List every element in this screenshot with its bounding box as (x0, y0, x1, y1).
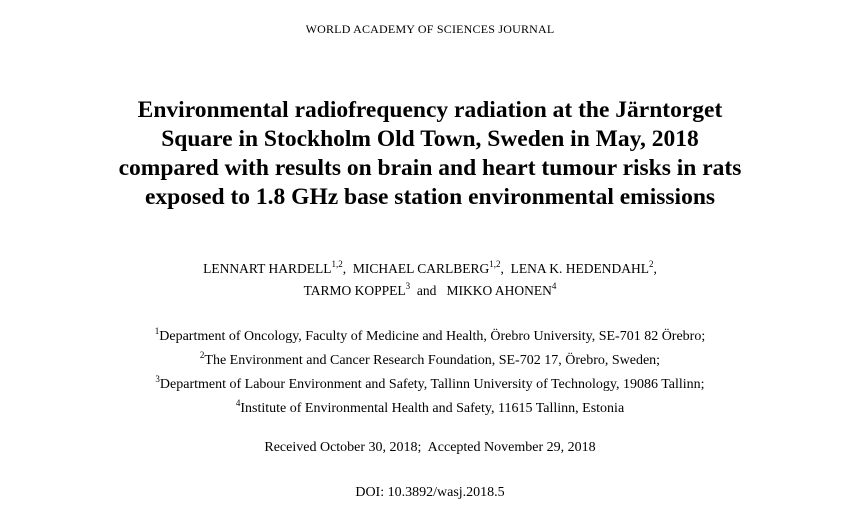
affiliation (0, 325, 860, 349)
affiliation-marker: 1 (154, 326, 160, 336)
author (304, 283, 437, 298)
author-separator: and (416, 283, 437, 298)
author-separator: , (342, 261, 347, 276)
affiliation (0, 397, 860, 421)
author-affiliation-marker: 1,2 (489, 259, 501, 269)
author (203, 261, 346, 276)
author-affiliation-marker: 2 (648, 259, 654, 269)
affiliation-text: Department of Labour Environment and Safety, Tallinn University of Technology, 19086 Tallinn; (159, 377, 705, 392)
author-affiliation-marker: 1,2 (331, 259, 343, 269)
author-separator: , (500, 261, 504, 276)
author-name: TARMO KOPPEL (303, 283, 406, 298)
affiliation-marker: 4 (235, 398, 241, 408)
title-line: compared with results on brain and heart tumour risks in rats (118, 155, 742, 181)
author-name: MIKKO AHONEN (446, 283, 552, 298)
author-name: LENA K. HEDENDAHL (510, 261, 649, 276)
affiliation-marker: 2 (199, 350, 205, 360)
affiliation-text: Department of Oncology, Faculty of Medicine and Health, Örebro University, SE-701 82 Örebro; (159, 329, 706, 344)
author-line (0, 280, 860, 302)
journal-name: WORLD ACADEMY OF SCIENCES JOURNAL (305, 22, 555, 36)
author (447, 283, 557, 298)
affiliation-marker: 3 (155, 374, 160, 384)
doi: DOI: 10.3892/wasj.2018.5 (355, 485, 505, 500)
affiliation-text: The Environment and Cancer Research Foundation, SE-702 17, Örebro, Sweden; (204, 353, 661, 368)
author-name: LENNART HARDELL (203, 261, 332, 276)
received-accepted-dates: Received October 30, 2018; Accepted November 29, 2018 (264, 440, 596, 455)
author-list (0, 258, 860, 302)
article-title (20, 96, 840, 212)
affiliation-list (0, 325, 860, 421)
author-name: MICHAEL CARLBERG (352, 261, 490, 276)
author-line (0, 258, 860, 280)
affiliation-text: Institute of Environmental Health and Safety, 11615 Tallinn, Estonia (240, 401, 625, 416)
affiliation (0, 373, 860, 397)
author-separator: , (653, 261, 657, 276)
author-affiliation-marker: 4 (551, 281, 557, 291)
author (353, 261, 504, 276)
author-affiliation-marker: 3 (405, 281, 411, 291)
title-line: Square in Stockholm Old Town, Sweden in May, 2018 (161, 126, 699, 152)
title-line: exposed to 1.8 GHz base station environmental emissions (144, 184, 716, 210)
author (511, 261, 657, 276)
title-line: Environmental radiofrequency radiation at the Järntorget (137, 97, 723, 123)
affiliation (0, 349, 860, 373)
